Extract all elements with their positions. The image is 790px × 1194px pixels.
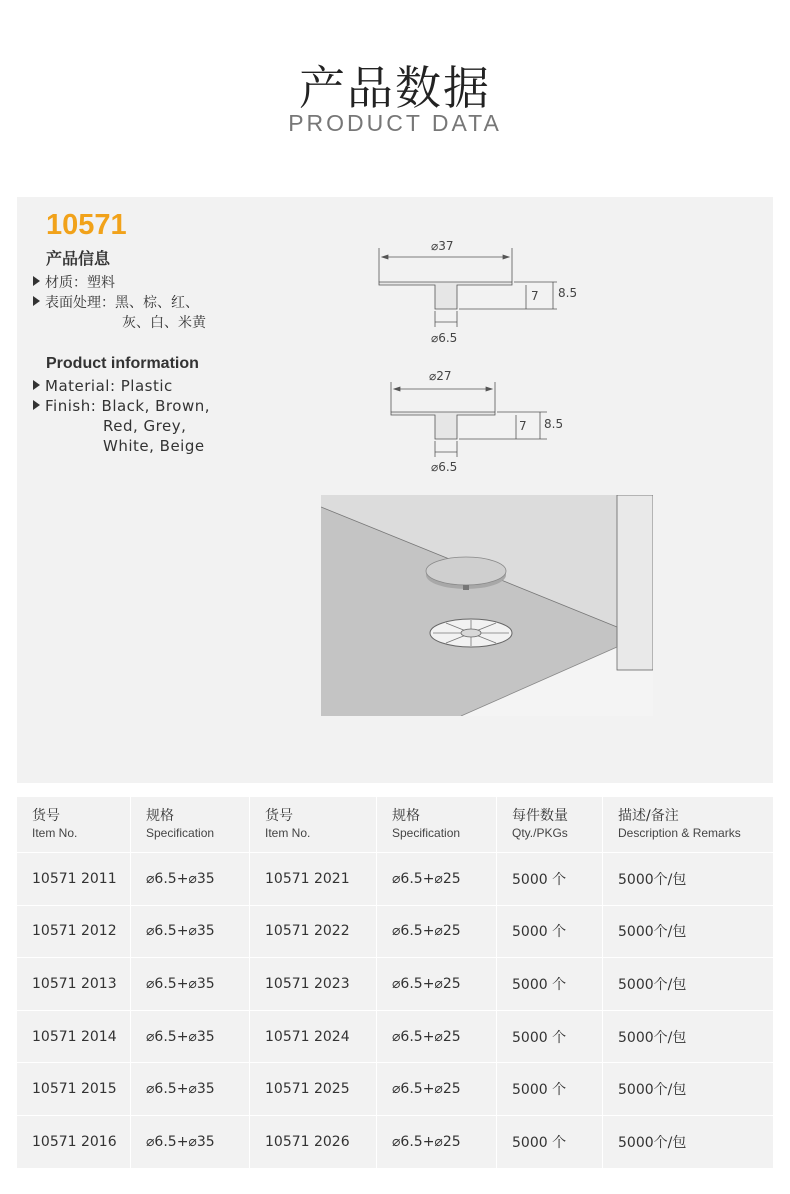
- top-height-outer: 8.5: [558, 286, 578, 300]
- cell: ⌀6.5+⌀25: [377, 1063, 497, 1116]
- cell: 10571 2013: [17, 958, 131, 1011]
- cell: 10571 2026: [250, 1116, 377, 1169]
- cell: 10571 2022: [250, 906, 377, 959]
- cell: 10571 2014: [17, 1011, 131, 1064]
- en-info-title: Product information: [46, 355, 199, 372]
- header-cn: 规格: [392, 808, 420, 824]
- header-cn: 货号: [32, 808, 60, 824]
- cell: ⌀6.5+⌀35: [131, 906, 250, 959]
- header-en: Qty./PKGs: [512, 826, 568, 840]
- cell: ⌀6.5+⌀25: [377, 958, 497, 1011]
- header-cn: 货号: [265, 808, 293, 824]
- col-spec-2: [377, 797, 497, 853]
- cell: 5000 个: [497, 1011, 603, 1064]
- cell: 10571 2012: [17, 906, 131, 959]
- cell: 10571 2011: [17, 853, 131, 906]
- header-en: Specification: [146, 826, 215, 840]
- product-code: 10571: [46, 209, 127, 241]
- col-item-no-2: [250, 797, 377, 853]
- table-row: [17, 853, 773, 906]
- bottom-height-outer: 8.5: [544, 417, 564, 431]
- cell: ⌀6.5+⌀25: [377, 1116, 497, 1169]
- cell: ⌀6.5+⌀35: [131, 958, 250, 1011]
- cell: 5000 个: [497, 958, 603, 1011]
- cell: 10571 2015: [17, 1063, 131, 1116]
- cell: ⌀6.5+⌀35: [131, 1063, 250, 1116]
- cell: 5000 个: [497, 906, 603, 959]
- table-row: [17, 1063, 773, 1116]
- product-photo: [321, 495, 653, 716]
- header-cn: 每件数量: [512, 808, 568, 824]
- cell: 5000个/包: [603, 1063, 773, 1116]
- header-en: Specification: [392, 826, 461, 840]
- cell: ⌀6.5+⌀25: [377, 853, 497, 906]
- cn-info-title: 产品信息: [46, 249, 111, 268]
- cell: ⌀6.5+⌀25: [377, 906, 497, 959]
- cell: 5000 个: [497, 1116, 603, 1169]
- cell: 10571 2016: [17, 1116, 131, 1169]
- col-qty: [497, 797, 603, 853]
- table-row: [17, 1011, 773, 1064]
- bottom-diameter-label: ⌀27: [429, 369, 452, 383]
- cell: ⌀6.5+⌀35: [131, 853, 250, 906]
- cell: 5000个/包: [603, 906, 773, 959]
- cell: 10571 2025: [250, 1063, 377, 1116]
- cell: 5000 个: [497, 1063, 603, 1116]
- cell: 10571 2021: [250, 853, 377, 906]
- page-subtitle: PRODUCT DATA: [288, 110, 502, 136]
- en-finish-cont-2: White, Beige: [103, 437, 205, 455]
- cell: ⌀6.5+⌀35: [131, 1011, 250, 1064]
- bottom-stem-label: ⌀6.5: [431, 460, 458, 474]
- table-header-row: [17, 797, 773, 853]
- header-cn: 描述/备注: [618, 808, 679, 824]
- cell: 5000个/包: [603, 853, 773, 906]
- cn-finish-text: 表面处理：黑、棕、红、: [45, 295, 199, 311]
- cn-finish-cont: 灰、白、米黄: [122, 315, 206, 331]
- top-diameter-label: ⌀37: [431, 239, 454, 253]
- top-stem-label: ⌀6.5: [431, 331, 458, 345]
- en-finish-cont-1: Red, Grey,: [103, 417, 187, 435]
- cell: 5000个/包: [603, 958, 773, 1011]
- top-height-inner: 7: [531, 289, 539, 303]
- en-material-text: Material: Plastic: [45, 377, 173, 395]
- col-remarks: [603, 797, 773, 853]
- cell: ⌀6.5+⌀25: [377, 1011, 497, 1064]
- cell: 5000个/包: [603, 1011, 773, 1064]
- header-en: Description & Remarks: [618, 826, 741, 840]
- header-en: Item No.: [32, 826, 78, 840]
- table-row: [17, 958, 773, 1011]
- product-panel: [17, 197, 773, 783]
- cell: 5000个/包: [603, 1116, 773, 1169]
- table-row: [17, 906, 773, 959]
- cell: 10571 2024: [250, 1011, 377, 1064]
- en-finish-text: Finish: Black, Brown,: [45, 397, 210, 415]
- page-title: 产品数据: [299, 61, 491, 115]
- table-row: [17, 1116, 773, 1169]
- col-spec: [131, 797, 250, 853]
- header-cn: 规格: [146, 808, 174, 824]
- cell: ⌀6.5+⌀35: [131, 1116, 250, 1169]
- spec-table: [17, 797, 773, 1169]
- cell: 5000 个: [497, 853, 603, 906]
- col-item-no: [17, 797, 131, 853]
- dimension-diagram: [17, 197, 773, 497]
- header-en: Item No.: [265, 826, 311, 840]
- cn-material-text: 材质：塑料: [45, 275, 115, 291]
- bottom-height-inner: 7: [519, 419, 527, 433]
- cell: 10571 2023: [250, 958, 377, 1011]
